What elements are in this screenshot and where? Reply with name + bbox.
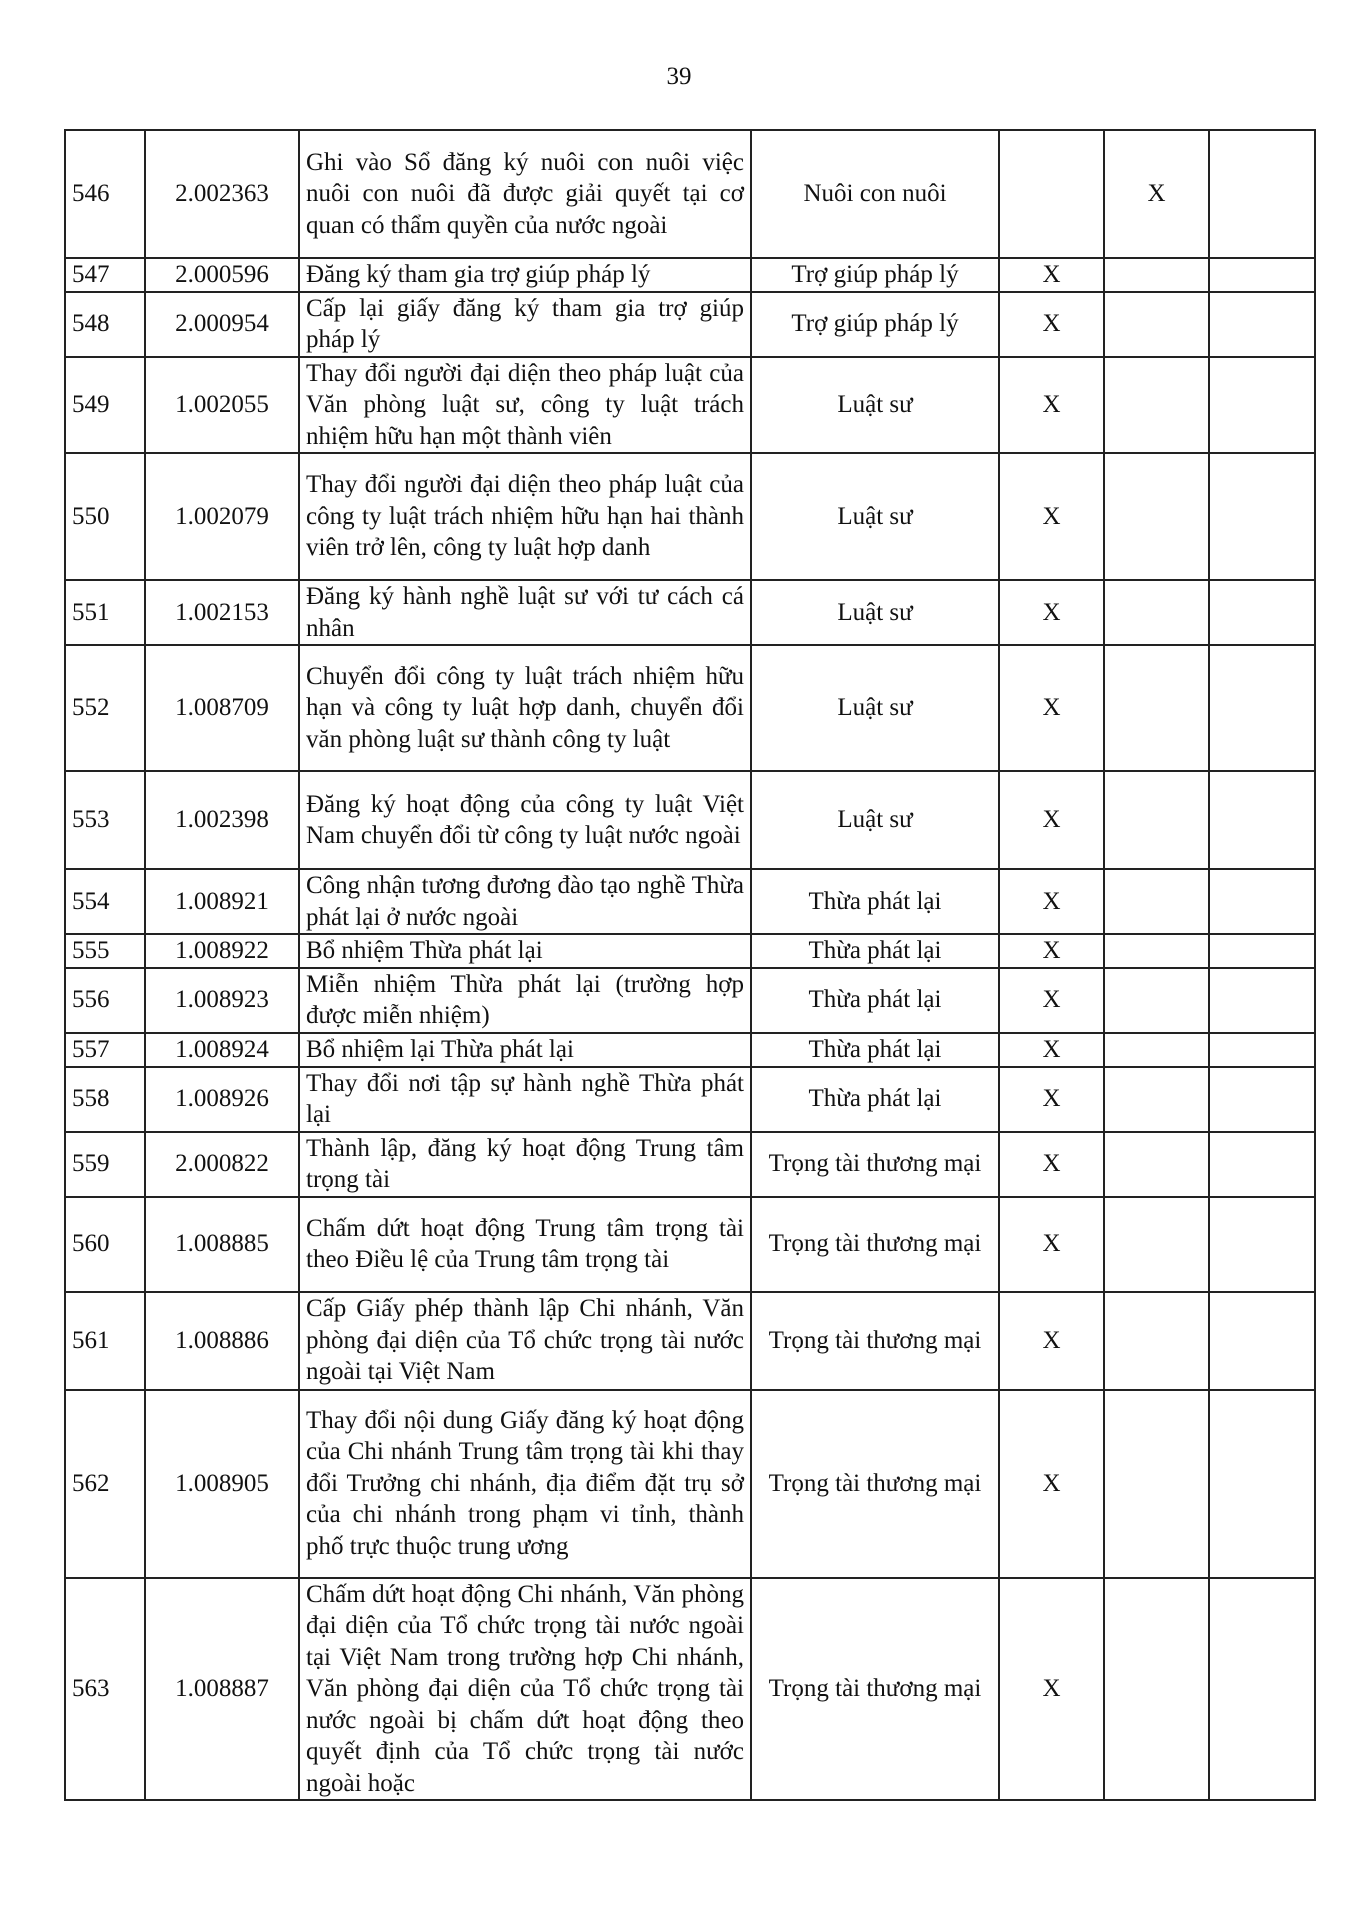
level-mark-2 bbox=[1104, 771, 1209, 869]
level-mark-3 bbox=[1209, 1390, 1315, 1578]
level-mark-2 bbox=[1104, 1578, 1209, 1801]
procedure-field: Luật sư bbox=[751, 771, 999, 869]
procedure-name: Đăng ký hành nghề luật sư với tư cách cá nhân bbox=[299, 580, 751, 645]
level-mark-2 bbox=[1104, 1390, 1209, 1578]
level-mark-1: X bbox=[999, 1578, 1104, 1801]
level-mark-3 bbox=[1209, 1578, 1315, 1801]
procedure-field: Thừa phát lại bbox=[751, 1033, 999, 1067]
level-mark-3 bbox=[1209, 968, 1315, 1033]
level-mark-2: X bbox=[1104, 130, 1209, 258]
procedure-code: 1.008924 bbox=[145, 1033, 299, 1067]
procedure-name: Chấm dứt hoạt động Chi nhánh, Văn phòng đại diện của Tổ chức trọng tài nước ngoài tại Việt Nam trong trường hợp Chi nhánh, Văn phòng đại diện của Tổ chức trọng tài nước ngoài bị chấm dứt hoạt động theo quyết định của Tổ chức trọng tài nước ngoài hoặc bbox=[299, 1578, 751, 1801]
level-mark-3 bbox=[1209, 453, 1315, 580]
procedure-code: 2.000822 bbox=[145, 1132, 299, 1197]
procedure-field: Thừa phát lại bbox=[751, 869, 999, 934]
level-mark-3 bbox=[1209, 1132, 1315, 1197]
level-mark-2 bbox=[1104, 357, 1209, 454]
procedure-code: 2.000596 bbox=[145, 258, 299, 292]
procedure-name: Thành lập, đăng ký hoạt động Trung tâm trọng tài bbox=[299, 1132, 751, 1197]
procedure-name: Bổ nhiệm lại Thừa phát lại bbox=[299, 1033, 751, 1067]
level-mark-3 bbox=[1209, 1197, 1315, 1292]
procedure-field: Luật sư bbox=[751, 357, 999, 454]
row-number: 551 bbox=[65, 580, 145, 645]
procedure-field: Trọng tài thương mại bbox=[751, 1292, 999, 1390]
level-mark-1: X bbox=[999, 645, 1104, 771]
row-number: 557 bbox=[65, 1033, 145, 1067]
level-mark-1: X bbox=[999, 292, 1104, 357]
procedure-code: 1.008885 bbox=[145, 1197, 299, 1292]
level-mark-1 bbox=[999, 130, 1104, 258]
procedure-field: Luật sư bbox=[751, 453, 999, 580]
level-mark-3 bbox=[1209, 130, 1315, 258]
level-mark-2 bbox=[1104, 869, 1209, 934]
level-mark-1: X bbox=[999, 771, 1104, 869]
table-row bbox=[65, 1578, 1315, 1801]
procedure-field: Trợ giúp pháp lý bbox=[751, 258, 999, 292]
procedure-name: Thay đổi người đại diện theo pháp luật của công ty luật trách nhiệm hữu hạn hai thành viên trở lên, công ty luật hợp danh bbox=[299, 453, 751, 580]
procedure-code: 1.008923 bbox=[145, 968, 299, 1033]
procedure-name: Thay đổi người đại diện theo pháp luật của Văn phòng luật sư, công ty luật trách nhiệm hữu hạn một thành viên bbox=[299, 357, 751, 454]
level-mark-3 bbox=[1209, 869, 1315, 934]
level-mark-2 bbox=[1104, 645, 1209, 771]
row-number: 562 bbox=[65, 1390, 145, 1578]
procedure-field: Trợ giúp pháp lý bbox=[751, 292, 999, 357]
procedure-name: Thay đổi nơi tập sự hành nghề Thừa phát lại bbox=[299, 1067, 751, 1132]
table-row bbox=[65, 258, 1315, 292]
procedure-code: 1.008926 bbox=[145, 1067, 299, 1132]
procedure-name: Cấp Giấy phép thành lập Chi nhánh, Văn phòng đại diện của Tổ chức trọng tài nước ngoài tại Việt Nam bbox=[299, 1292, 751, 1390]
procedure-field: Thừa phát lại bbox=[751, 934, 999, 968]
row-number: 547 bbox=[65, 258, 145, 292]
table-row bbox=[65, 968, 1315, 1033]
row-number: 559 bbox=[65, 1132, 145, 1197]
procedure-code: 2.002363 bbox=[145, 130, 299, 258]
procedure-code: 1.008887 bbox=[145, 1578, 299, 1801]
procedure-code: 1.002153 bbox=[145, 580, 299, 645]
procedure-field: Trọng tài thương mại bbox=[751, 1390, 999, 1578]
procedure-name: Đăng ký hoạt động của công ty luật Việt Nam chuyển đổi từ công ty luật nước ngoài bbox=[299, 771, 751, 869]
table-row bbox=[65, 645, 1315, 771]
procedure-field: Thừa phát lại bbox=[751, 968, 999, 1033]
procedure-name: Chuyển đổi công ty luật trách nhiệm hữu hạn và công ty luật hợp danh, chuyển đổi văn phòng luật sư thành công ty luật bbox=[299, 645, 751, 771]
level-mark-1: X bbox=[999, 1033, 1104, 1067]
procedure-field: Nuôi con nuôi bbox=[751, 130, 999, 258]
procedure-name: Công nhận tương đương đào tạo nghề Thừa phát lại ở nước ngoài bbox=[299, 869, 751, 934]
level-mark-2 bbox=[1104, 1132, 1209, 1197]
row-number: 553 bbox=[65, 771, 145, 869]
level-mark-2 bbox=[1104, 292, 1209, 357]
table-row bbox=[65, 1033, 1315, 1067]
level-mark-3 bbox=[1209, 1067, 1315, 1132]
row-number: 561 bbox=[65, 1292, 145, 1390]
level-mark-3 bbox=[1209, 1292, 1315, 1390]
table-row bbox=[65, 1132, 1315, 1197]
procedure-code: 1.008709 bbox=[145, 645, 299, 771]
procedure-code: 1.008922 bbox=[145, 934, 299, 968]
level-mark-1: X bbox=[999, 1132, 1104, 1197]
table-row bbox=[65, 357, 1315, 454]
procedure-name: Miễn nhiệm Thừa phát lại (trường hợp được miễn nhiệm) bbox=[299, 968, 751, 1033]
level-mark-3 bbox=[1209, 258, 1315, 292]
table-row bbox=[65, 1067, 1315, 1132]
procedure-code: 1.002398 bbox=[145, 771, 299, 869]
table-row bbox=[65, 934, 1315, 968]
row-number: 556 bbox=[65, 968, 145, 1033]
procedure-field: Trọng tài thương mại bbox=[751, 1578, 999, 1801]
level-mark-2 bbox=[1104, 1292, 1209, 1390]
table-row bbox=[65, 453, 1315, 580]
row-number: 546 bbox=[65, 130, 145, 258]
level-mark-3 bbox=[1209, 1033, 1315, 1067]
level-mark-3 bbox=[1209, 934, 1315, 968]
table-row bbox=[65, 771, 1315, 869]
row-number: 552 bbox=[65, 645, 145, 771]
level-mark-1: X bbox=[999, 1390, 1104, 1578]
procedures-table bbox=[64, 129, 1316, 1801]
table-row bbox=[65, 869, 1315, 934]
procedure-code: 2.000954 bbox=[145, 292, 299, 357]
level-mark-2 bbox=[1104, 258, 1209, 292]
procedure-name: Chấm dứt hoạt động Trung tâm trọng tài theo Điều lệ của Trung tâm trọng tài bbox=[299, 1197, 751, 1292]
level-mark-1: X bbox=[999, 1197, 1104, 1292]
table-row bbox=[65, 292, 1315, 357]
row-number: 549 bbox=[65, 357, 145, 454]
table-row bbox=[65, 1390, 1315, 1578]
page-number: 39 bbox=[666, 63, 692, 90]
level-mark-3 bbox=[1209, 357, 1315, 454]
level-mark-1: X bbox=[999, 357, 1104, 454]
procedure-field: Trọng tài thương mại bbox=[751, 1132, 999, 1197]
level-mark-1: X bbox=[999, 968, 1104, 1033]
level-mark-3 bbox=[1209, 771, 1315, 869]
procedures-table-body bbox=[65, 130, 1315, 1800]
procedure-field: Trọng tài thương mại bbox=[751, 1197, 999, 1292]
procedure-code: 1.008886 bbox=[145, 1292, 299, 1390]
procedure-code: 1.002079 bbox=[145, 453, 299, 580]
row-number: 558 bbox=[65, 1067, 145, 1132]
row-number: 560 bbox=[65, 1197, 145, 1292]
procedure-name: Đăng ký tham gia trợ giúp pháp lý bbox=[299, 258, 751, 292]
level-mark-1: X bbox=[999, 453, 1104, 580]
procedure-name: Ghi vào Sổ đăng ký nuôi con nuôi việc nuôi con nuôi đã được giải quyết tại cơ quan có thẩm quyền của nước ngoài bbox=[299, 130, 751, 258]
level-mark-1: X bbox=[999, 1292, 1104, 1390]
table-row bbox=[65, 580, 1315, 645]
level-mark-1: X bbox=[999, 258, 1104, 292]
level-mark-2 bbox=[1104, 934, 1209, 968]
table-row bbox=[65, 130, 1315, 258]
level-mark-2 bbox=[1104, 1033, 1209, 1067]
level-mark-2 bbox=[1104, 580, 1209, 645]
procedure-field: Luật sư bbox=[751, 580, 999, 645]
row-number: 563 bbox=[65, 1578, 145, 1801]
procedure-code: 1.008905 bbox=[145, 1390, 299, 1578]
row-number: 550 bbox=[65, 453, 145, 580]
procedure-name: Bổ nhiệm Thừa phát lại bbox=[299, 934, 751, 968]
procedure-name: Cấp lại giấy đăng ký tham gia trợ giúp pháp lý bbox=[299, 292, 751, 357]
level-mark-2 bbox=[1104, 1067, 1209, 1132]
level-mark-3 bbox=[1209, 292, 1315, 357]
row-number: 548 bbox=[65, 292, 145, 357]
level-mark-3 bbox=[1209, 645, 1315, 771]
level-mark-3 bbox=[1209, 580, 1315, 645]
procedure-code: 1.002055 bbox=[145, 357, 299, 454]
procedure-field: Thừa phát lại bbox=[751, 1067, 999, 1132]
table-row bbox=[65, 1292, 1315, 1390]
level-mark-2 bbox=[1104, 453, 1209, 580]
level-mark-1: X bbox=[999, 869, 1104, 934]
level-mark-1: X bbox=[999, 1067, 1104, 1132]
level-mark-2 bbox=[1104, 1197, 1209, 1292]
level-mark-1: X bbox=[999, 934, 1104, 968]
level-mark-2 bbox=[1104, 968, 1209, 1033]
table-row bbox=[65, 1197, 1315, 1292]
row-number: 555 bbox=[65, 934, 145, 968]
procedure-field: Luật sư bbox=[751, 645, 999, 771]
procedure-code: 1.008921 bbox=[145, 869, 299, 934]
row-number: 554 bbox=[65, 869, 145, 934]
procedure-name: Thay đổi nội dung Giấy đăng ký hoạt động của Chi nhánh Trung tâm trọng tài khi thay đổi Trưởng chi nhánh, địa điểm đặt trụ sở của chi nhánh trong phạm vi tỉnh, thành phố trực thuộc trung ương bbox=[299, 1390, 751, 1578]
level-mark-1: X bbox=[999, 580, 1104, 645]
